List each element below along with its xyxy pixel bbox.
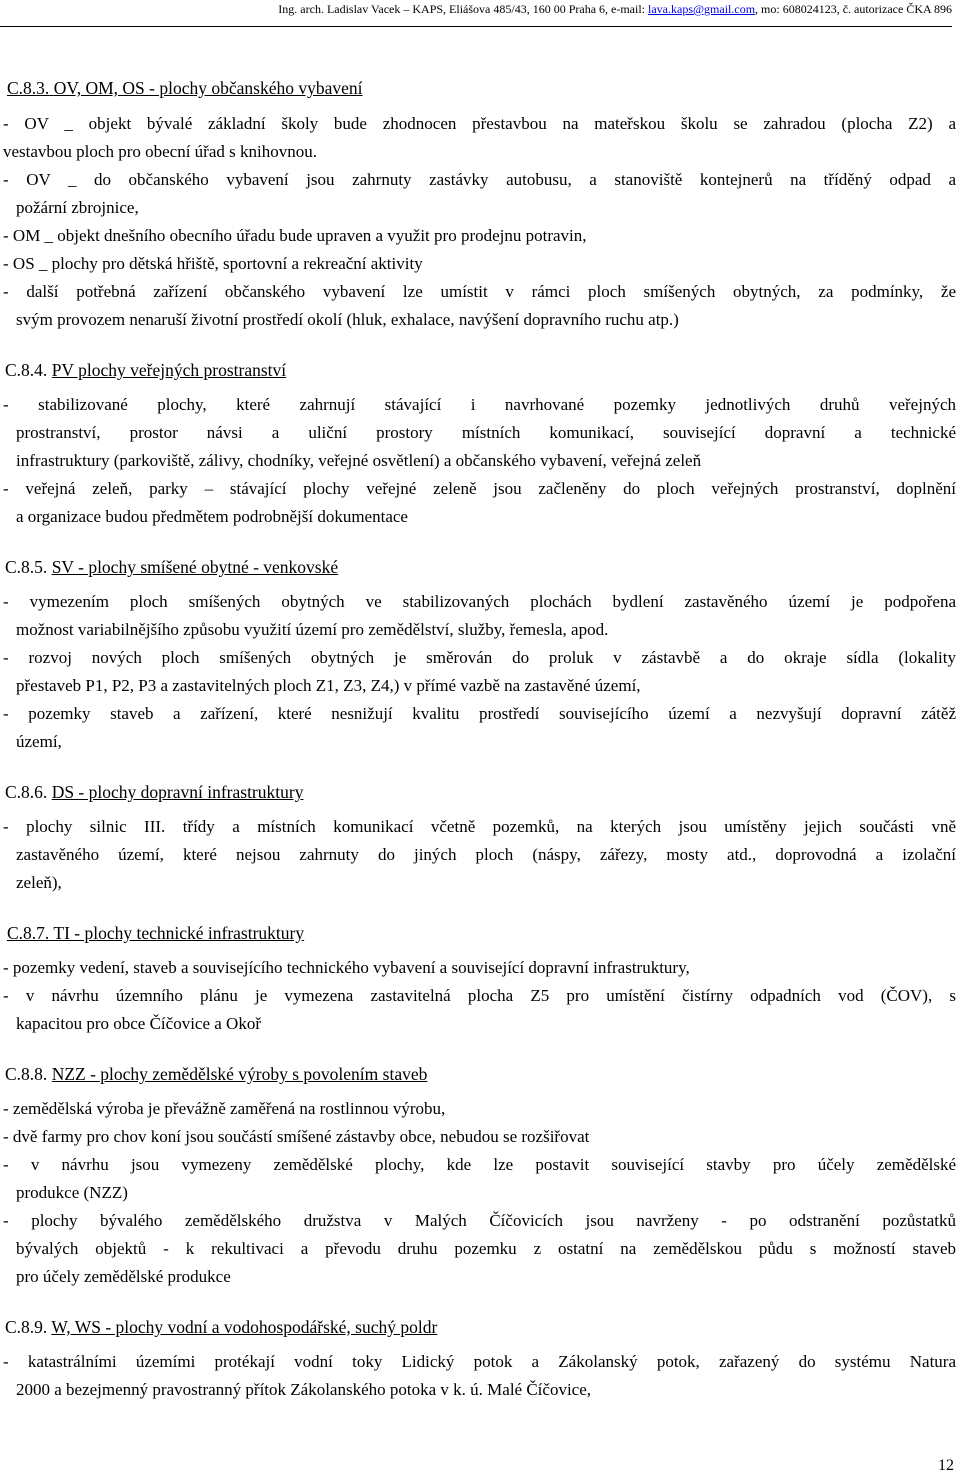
text-line: - rozvoj nových ploch smíšených obytných je směrován do proluk v zástavbě a do okraje sídla (lokality bbox=[3, 648, 956, 667]
text-line: vestavbou ploch pro obecní úřad s knihovnou. bbox=[3, 142, 317, 161]
text-line: prostranství, prostor návsi a uliční prostory místních komunikací, související dopravní a technické bbox=[16, 423, 956, 442]
section-heading-c84: C.8.4. PV plochy veřejných prostranství bbox=[5, 360, 287, 380]
text-line: území, bbox=[16, 732, 62, 751]
text-line: - OM _ objekt dnešního obecního úřadu bude upraven a využit pro prodejnu potravin, bbox=[3, 226, 587, 245]
header-email-link[interactable]: lava.kaps@gmail.com bbox=[648, 2, 756, 16]
text-line: - další potřebná zařízení občanského vybavení lze umístit v rámci ploch smíšených obytných, za podmínky, že bbox=[3, 282, 956, 301]
text-line: zeleň), bbox=[16, 873, 62, 892]
section-heading-c87: C.8.7. TI - plochy technické infrastruktury bbox=[7, 923, 305, 943]
text-line: - pozemky staveb a zařízení, které nesnižují kvalitu prostředí souvisejícího území a nezvyšují dopravní zátěž bbox=[3, 704, 956, 723]
text-line: bývalých objektů - k rekultivaci a převodu druhu pozemku z ostatní na zemědělskou půdu s možností staveb bbox=[16, 1239, 956, 1258]
text-line: - OV _ objekt bývalé základní školy bude zhodnocen přestavbou na mateřskou školu se zahradou (plocha Z2) a bbox=[3, 114, 956, 133]
text-line: infrastruktury (parkoviště, zálivy, chodníky, veřejné osvětlení) a občanského vybavení, veřejná zeleň bbox=[16, 451, 702, 470]
text-line: kapacitou pro obce Číčovice a Okoř bbox=[16, 1014, 261, 1033]
text-line: svým provozem nenaruší životní prostředí okolí (hluk, exhalace, navýšení dopravního ruchu atp.) bbox=[16, 310, 679, 329]
text-line: - pozemky vedení, staveb a souvisejícího technického vybavení a související dopravní infrastruktury, bbox=[3, 958, 690, 977]
text-line: - katastrálními územími protékají vodní toky Lidický potok a Zákolanský potok, zařazený do systému Natura bbox=[3, 1352, 956, 1371]
text-line: - stabilizované plochy, které zahrnují stávající i navrhované pozemky jednotlivých druhů veřejných bbox=[3, 395, 956, 414]
page-number: 12 bbox=[938, 1457, 954, 1474]
text-line: - veřejná zeleň, parky – stávající plochy veřejné zeleně jsou začleněny do ploch veřejných prostranství, doplnění bbox=[3, 479, 956, 498]
text-line: - OS _ plochy pro dětská hřiště, sportovní a rekreační aktivity bbox=[3, 254, 423, 273]
text-line: produkce (NZZ) bbox=[16, 1183, 128, 1202]
text-line: zastavěného území, které nejsou zahrnuty do jiných ploch (náspy, zářezy, mosty atd., doprovodná a izolační bbox=[16, 845, 956, 864]
header-text: Ing. arch. Ladislav Vacek – KAPS, Eliášova 485/43, 160 00 Praha 6, e-mail: bbox=[278, 2, 645, 16]
text-line: - zemědělská výroba je převážně zaměřená na rostlinnou výrobu, bbox=[3, 1099, 446, 1118]
text-line: - plochy bývalého zemědělského družstva v Malých Číčovicích jsou navrženy - po odstranění pozůstatků bbox=[3, 1211, 956, 1230]
text-line: 2000 a bezejmenný pravostranný přítok Zákolanského potoka v k. ú. Malé Číčovice, bbox=[16, 1380, 592, 1399]
section-heading-c88: C.8.8. NZZ - plochy zemědělské výroby s povolením staveb bbox=[5, 1064, 428, 1084]
text-line: - plochy silnic III. třídy a místních komunikací včetně pozemků, na kterých jsou umístěny jejich součásti vně bbox=[3, 817, 956, 836]
text-line: možnost variabilnějšího způsobu využití území pro zemědělství, služby, řemesla, apod. bbox=[16, 620, 609, 639]
text-line: - dvě farmy pro chov koní jsou součástí smíšené zástavby obce, nebudou se rozšiřovat bbox=[3, 1127, 590, 1146]
text-line: pro účely zemědělské produkce bbox=[16, 1267, 231, 1286]
section-heading-c86: C.8.6. DS - plochy dopravní infrastruktury bbox=[5, 782, 304, 802]
section-heading-c89: C.8.9. W, WS - plochy vodní a vodohospodářské, suchý poldr bbox=[5, 1317, 438, 1337]
text-line: - v návrhu jsou vymezeny zemědělské plochy, kde lze postavit související stavby pro účely zemědělské bbox=[3, 1155, 956, 1174]
text-line: - vymezením ploch smíšených obytných ve stabilizovaných plochách bydlení zastavěného území je podpořena bbox=[3, 592, 956, 611]
section-heading-c83: C.8.3. OV, OM, OS - plochy občanského vybavení bbox=[7, 78, 363, 98]
text-line: požární zbrojnice, bbox=[16, 198, 139, 217]
section-heading-c85: C.8.5. SV - plochy smíšené obytné - venkovské bbox=[5, 557, 339, 577]
header-text-after: , mo: 608024123, č. autorizace ČKA 896 bbox=[755, 2, 952, 16]
text-line: přestaveb P1, P2, P3 a zastavitelných ploch Z1, Z3, Z4,) v přímé vazbě na zastavěné území, bbox=[16, 676, 641, 695]
text-line: - v návrhu územního plánu je vymezena zastavitelná plocha Z5 pro umístění čistírny odpadních vod (ČOV), s bbox=[3, 986, 956, 1005]
text-line: a organizace budou předmětem podrobnější dokumentace bbox=[16, 507, 408, 526]
page-header bbox=[0, 0, 952, 27]
text-line: - OV _ do občanského vybavení jsou zahrnuty zastávky autobusu, a stanoviště kontejnerů na tříděný odpad a bbox=[3, 170, 956, 189]
